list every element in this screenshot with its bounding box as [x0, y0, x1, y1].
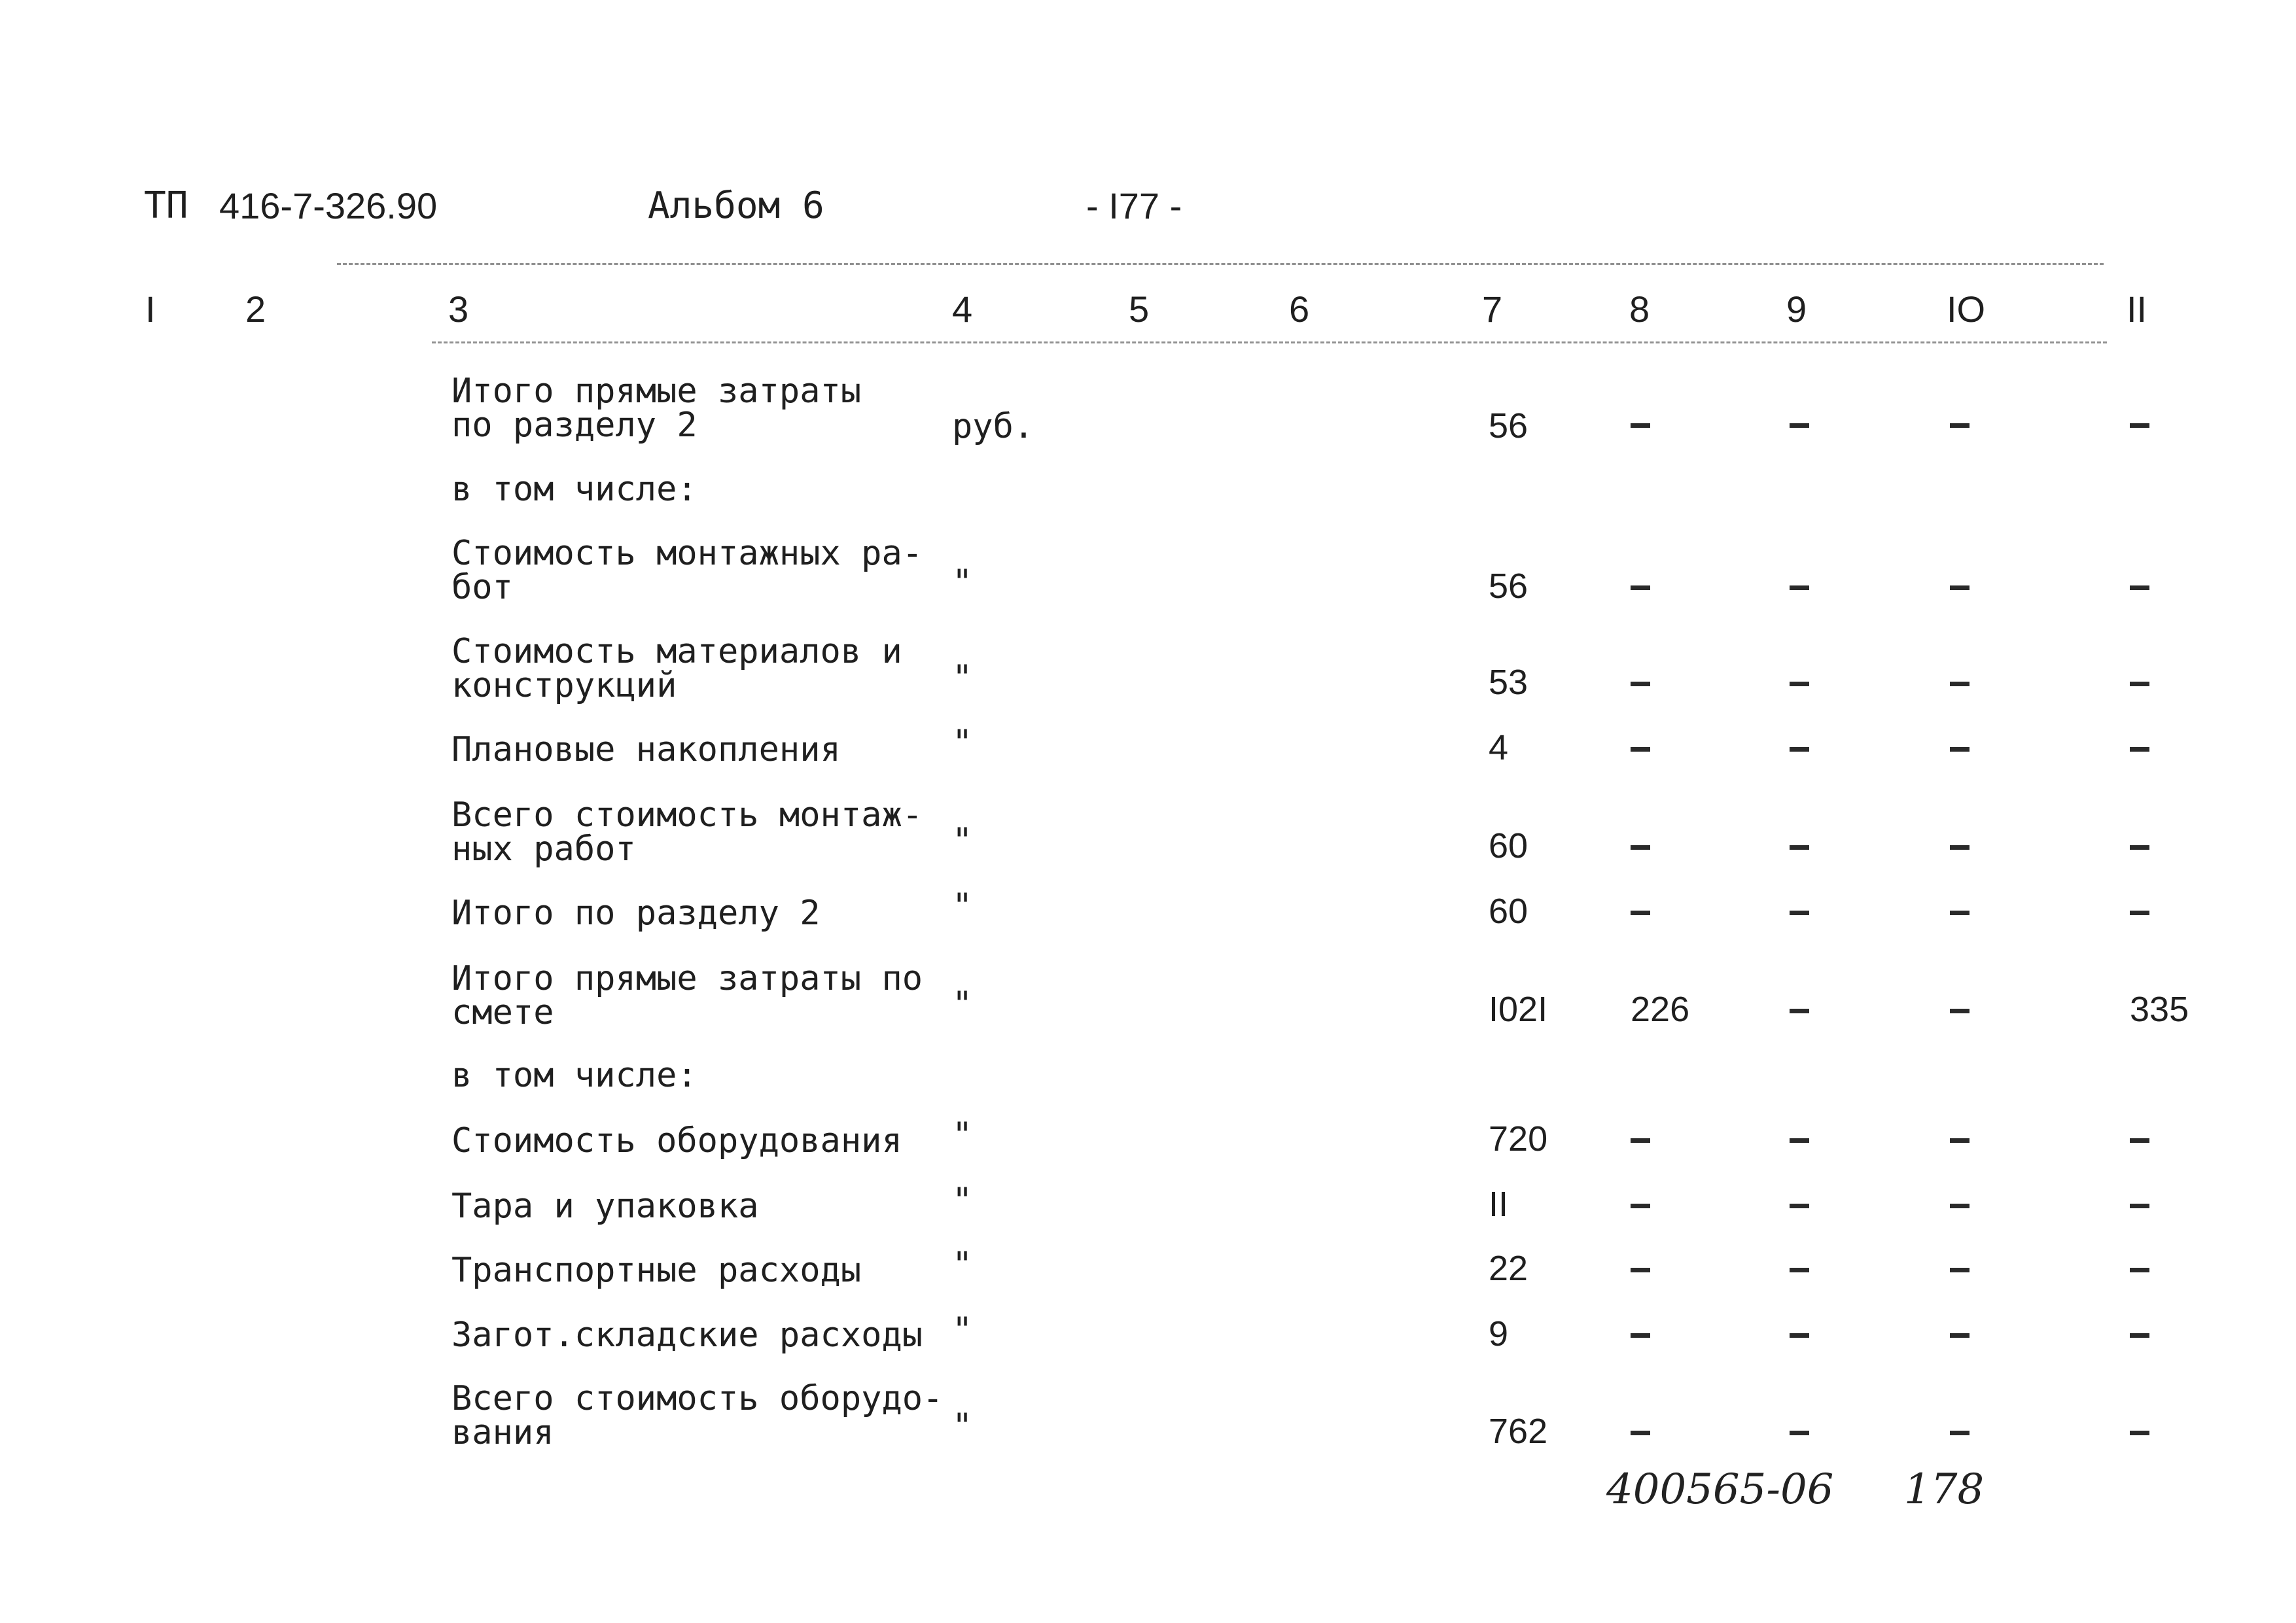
- row-col10-dash: [1950, 845, 1969, 850]
- row-unit: ": [952, 886, 973, 926]
- row-col8-dash: [1631, 1204, 1650, 1208]
- row-col10-dash: [1950, 1009, 1969, 1013]
- row-col10-dash: [1950, 682, 1969, 686]
- row-col7: 60: [1489, 826, 1528, 865]
- row-col8-dash: [1631, 1431, 1650, 1435]
- row-name: Транспортные расходы: [451, 1251, 862, 1290]
- row-col10-dash: [1950, 747, 1969, 752]
- row-name: Плановые накопления: [451, 730, 841, 769]
- row-col11-dash: [2130, 1333, 2149, 1338]
- row-col9-dash: [1790, 585, 1809, 590]
- row-col11-dash: [2130, 911, 2149, 915]
- row-unit: руб.: [952, 407, 1034, 446]
- row-col9-dash: [1790, 1431, 1809, 1435]
- column-number: 5: [1129, 288, 1150, 330]
- row-col11-dash: [2130, 1138, 2149, 1143]
- row-col10-dash: [1950, 911, 1969, 915]
- row-col11-dash: [2130, 1204, 2149, 1208]
- row-col8-dash: [1631, 682, 1650, 686]
- row-name: Всего стоимость монтаж- ных работ: [451, 795, 923, 869]
- row-col11-dash: [2130, 845, 2149, 850]
- row-col8-dash: [1631, 911, 1650, 915]
- column-number: II: [2127, 288, 2147, 330]
- row-col8-dash: [1631, 1333, 1650, 1338]
- row-name: Стоимость оборудования: [451, 1121, 902, 1161]
- row-col11-dash: [2130, 1268, 2149, 1272]
- row-col8-dash: [1631, 423, 1650, 428]
- row-col11-dash: [2130, 747, 2149, 752]
- row-col7: I02I: [1489, 990, 1548, 1029]
- column-number: 9: [1786, 288, 1807, 330]
- column-number: 2: [245, 288, 266, 330]
- column-number: 7: [1482, 288, 1503, 330]
- row-col9-dash: [1790, 911, 1809, 915]
- row-name: в том числе:: [451, 1056, 698, 1095]
- row-name: Стоимость монтажных ра- бот: [451, 534, 923, 607]
- row-name: Стоимость материалов и конструкций: [451, 632, 902, 705]
- row-name: в том числе:: [451, 470, 698, 509]
- row-unit: ": [952, 1181, 973, 1220]
- top-rule: [337, 263, 2104, 265]
- row-unit: ": [952, 723, 973, 762]
- row-col10-dash: [1950, 1333, 1969, 1338]
- header-page-number: - I77 -: [1086, 185, 1182, 226]
- row-col10-dash: [1950, 423, 1969, 428]
- row-col10-dash: [1950, 1138, 1969, 1143]
- row-col7: 4: [1489, 728, 1509, 767]
- column-number: 4: [952, 288, 973, 330]
- row-col8-dash: [1631, 585, 1650, 590]
- row-col11: 335: [2130, 990, 2189, 1029]
- row-col7: 22: [1489, 1249, 1528, 1288]
- row-col8-dash: [1631, 1268, 1650, 1272]
- row-col10-dash: [1950, 1431, 1969, 1435]
- row-col7: 9: [1489, 1314, 1509, 1353]
- row-col8-dash: [1631, 845, 1650, 850]
- row-col9-dash: [1790, 845, 1809, 850]
- row-unit: ": [952, 1115, 973, 1155]
- row-col9-dash: [1790, 747, 1809, 752]
- row-unit: ": [952, 563, 973, 602]
- row-col9-dash: [1790, 682, 1809, 686]
- row-name: Итого прямые затраты по разделу 2: [451, 372, 862, 445]
- row-col10-dash: [1950, 585, 1969, 590]
- row-name: Итого по разделу 2: [451, 894, 821, 933]
- row-col7: 762: [1489, 1412, 1548, 1451]
- column-number: 3: [448, 288, 469, 330]
- footer-sheet-number: 178: [1904, 1465, 1985, 1514]
- row-col8-dash: [1631, 1138, 1650, 1143]
- row-col9-dash: [1790, 1333, 1809, 1338]
- column-number: I: [145, 288, 156, 330]
- row-unit: ": [952, 1310, 973, 1350]
- row-col9-dash: [1790, 1204, 1809, 1208]
- row-unit: ": [952, 1406, 973, 1446]
- row-unit: ": [952, 658, 973, 697]
- column-number: 6: [1289, 288, 1310, 330]
- column-number: 8: [1629, 288, 1650, 330]
- row-unit: ": [952, 985, 973, 1024]
- row-col7: 60: [1489, 892, 1528, 931]
- row-name: Загот.складские расходы: [451, 1316, 923, 1355]
- row-col7: II: [1489, 1185, 1509, 1224]
- row-unit: ": [952, 821, 973, 860]
- header-album: Альбом 6: [648, 184, 824, 227]
- row-col8: 226: [1631, 990, 1690, 1029]
- row-name: Итого прямые затраты по смете: [451, 959, 923, 1032]
- header-tp: ТП: [144, 184, 188, 227]
- row-col11-dash: [2130, 682, 2149, 686]
- row-col9-dash: [1790, 423, 1809, 428]
- row-col7: 56: [1489, 406, 1528, 445]
- row-col7: 56: [1489, 567, 1528, 606]
- row-col9-dash: [1790, 1009, 1809, 1013]
- row-col10-dash: [1950, 1268, 1969, 1272]
- row-col9-dash: [1790, 1268, 1809, 1272]
- row-col11-dash: [2130, 585, 2149, 590]
- footer-doc-number: 400565-06: [1606, 1465, 1834, 1514]
- row-unit: ": [952, 1245, 973, 1284]
- row-col11-dash: [2130, 1431, 2149, 1435]
- row-col8-dash: [1631, 747, 1650, 752]
- row-col11-dash: [2130, 423, 2149, 428]
- column-number: IO: [1947, 288, 1986, 330]
- row-name: Всего стоимость оборудо- вания: [451, 1379, 944, 1452]
- header-project-code: 416-7-326.90: [219, 185, 438, 226]
- row-col9-dash: [1790, 1138, 1809, 1143]
- row-col7: 720: [1489, 1119, 1548, 1159]
- row-name: Тара и упаковка: [451, 1187, 759, 1226]
- column-header-rule: [432, 341, 2107, 343]
- row-col10-dash: [1950, 1204, 1969, 1208]
- row-col7: 53: [1489, 663, 1528, 702]
